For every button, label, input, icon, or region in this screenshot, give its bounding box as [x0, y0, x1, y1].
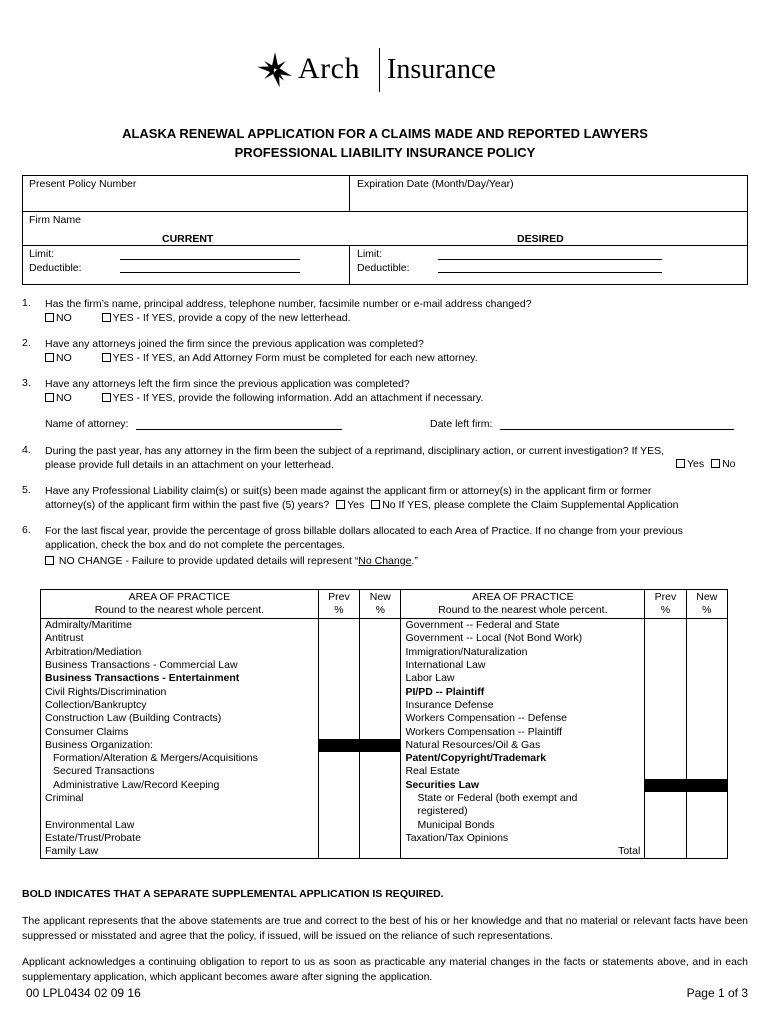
practice-prev-percent-cell[interactable] [645, 845, 686, 859]
practice-new-percent-cell[interactable] [360, 632, 401, 645]
question-2-text: Have any attorneys joined the firm since the previous application was completed? [45, 338, 424, 350]
practice-prev-percent-cell[interactable] [645, 792, 686, 805]
practice-prev-percent-cell[interactable] [645, 739, 686, 752]
practice-new-percent-cell[interactable] [686, 845, 727, 859]
question-4-text: During the past year, has any attorney in the firm been the subject of a reprimand, disciplinary action, or current investigation? If YES, [45, 445, 665, 457]
practice-area-label: Workers Compensation -- Plaintiff [401, 725, 645, 738]
practice-new-percent-cell[interactable] [686, 739, 727, 752]
practice-prev-percent-cell[interactable] [645, 646, 686, 659]
practice-new-percent-cell[interactable] [686, 832, 727, 845]
practice-area-label: Government -- Local (Not Bond Work) [401, 632, 645, 645]
desired-limit-field[interactable] [438, 259, 662, 260]
table-header: AREA OF PRACTICE Round to the nearest whole percent. Prev % New % AREA OF PRACTICE Round to the nearest whole percent. Prev % New % [41, 590, 728, 619]
practice-prev-percent-cell[interactable] [645, 699, 686, 712]
desired-deductible-label: Deductible: [357, 262, 410, 274]
logo-divider [379, 48, 380, 92]
practice-new-percent-cell[interactable] [686, 818, 727, 831]
box-divider [349, 175, 350, 212]
practice-area-label: Immigration/Naturalization [401, 646, 645, 659]
practice-prev-percent-cell[interactable] [318, 659, 359, 672]
practice-area-label: PI/PD -- Plaintiff [401, 685, 645, 698]
practice-new-percent-cell[interactable] [360, 646, 401, 659]
desired-limit-label: Limit: [357, 248, 383, 260]
practice-new-percent-cell[interactable] [360, 672, 401, 685]
table-row [41, 699, 728, 712]
practice-area-label: Civil Rights/Discrimination [41, 685, 319, 698]
current-deductible-label: Deductible: [29, 262, 82, 274]
practice-prev-percent-cell[interactable] [645, 818, 686, 831]
practice-prev-percent-cell[interactable] [318, 845, 359, 859]
bold-note: BOLD INDICATES THAT A SEPARATE SUPPLEMENTAL APPLICATION IS REQUIRED. [22, 888, 444, 900]
practice-area-label: Criminal [41, 792, 319, 805]
table-row [41, 739, 728, 752]
practice-prev-percent-cell[interactable] [645, 619, 686, 633]
practice-new-percent-cell[interactable] [686, 672, 727, 685]
area-of-practice-table [40, 589, 728, 859]
practice-prev-percent-cell[interactable] [318, 818, 359, 831]
practice-new-percent-cell[interactable] [686, 632, 727, 645]
practice-area-label: Insurance Defense [401, 699, 645, 712]
practice-prev-percent-cell[interactable] [318, 779, 359, 792]
practice-prev-percent-cell[interactable] [318, 619, 359, 633]
attorney-name-field[interactable] [136, 429, 342, 430]
practice-new-percent-cell[interactable] [360, 712, 401, 725]
form-title-line2: PROFESSIONAL LIABILITY INSURANCE POLICY [234, 145, 536, 160]
q2-yes-checkbox[interactable] [102, 353, 111, 362]
practice-area-label: Estate/Trust/Probate [41, 832, 319, 845]
table-row [41, 765, 728, 778]
practice-area-label: registered) [401, 805, 645, 818]
question-5-text: Have any Professional Liability claim(s) or suit(s) been made against the applicant firm or attorney(s) in the applicant firm or former [45, 485, 652, 497]
desired-deductible-field[interactable] [438, 272, 662, 273]
box-hline-2 [22, 245, 748, 246]
practice-prev-percent-cell[interactable] [645, 832, 686, 845]
practice-new-percent-cell[interactable] [360, 845, 401, 859]
practice-prev-percent-cell[interactable] [645, 765, 686, 778]
practice-area-label: International Law [401, 659, 645, 672]
practice-prev-percent-cell[interactable] [318, 646, 359, 659]
practice-prev-percent-cell[interactable] [318, 725, 359, 738]
table-row [41, 792, 728, 805]
practice-area-label: Secured Transactions [41, 765, 319, 778]
practice-area-label: Construction Law (Building Contracts) [41, 712, 319, 725]
table-row [41, 805, 728, 818]
table-row [41, 712, 728, 725]
table-row [41, 779, 728, 792]
practice-area-label: Collection/Bankruptcy [41, 699, 319, 712]
practice-prev-percent-cell[interactable] [645, 752, 686, 765]
practice-area-label [41, 805, 319, 818]
practice-area-label: Labor Law [401, 672, 645, 685]
practice-new-percent-cell[interactable] [360, 659, 401, 672]
practice-new-percent-cell[interactable] [686, 619, 727, 633]
current-header: CURRENT [162, 233, 214, 245]
arch-star-icon [255, 50, 295, 90]
practice-new-percent-cell[interactable] [360, 832, 401, 845]
table-row [41, 752, 728, 765]
practice-new-percent-cell [686, 779, 727, 792]
practice-new-percent-cell[interactable] [360, 792, 401, 805]
practice-new-percent-cell[interactable] [360, 779, 401, 792]
expiration-date-label[interactable]: Expiration Date (Month/Day/Year) [357, 178, 514, 190]
practice-prev-percent-cell[interactable] [318, 765, 359, 778]
table-row [41, 632, 728, 645]
practice-new-percent-cell[interactable] [686, 765, 727, 778]
q5-no-checkbox[interactable] [371, 500, 380, 509]
current-limit-label: Limit: [29, 248, 55, 260]
table-row [41, 725, 728, 738]
practice-prev-percent-cell[interactable] [645, 725, 686, 738]
practice-area-label: Business Organization: [41, 739, 319, 752]
attorney-name-label: Name of attorney: [45, 418, 129, 430]
practice-area-label: Natural Resources/Oil & Gas [401, 739, 645, 752]
table-row [41, 685, 728, 698]
table-row [41, 672, 728, 685]
practice-area-label: Business Transactions - Entertainment [41, 672, 319, 685]
practice-new-percent-cell[interactable] [360, 765, 401, 778]
practice-area-label: Consumer Claims [41, 725, 319, 738]
practice-new-percent-cell[interactable] [360, 699, 401, 712]
practice-area-label: Antitrust [41, 632, 319, 645]
desired-header: DESIRED [517, 233, 564, 245]
practice-prev-percent-cell[interactable] [645, 672, 686, 685]
practice-prev-percent-cell[interactable] [318, 712, 359, 725]
box-divider-2 [349, 245, 350, 285]
table-row [41, 818, 728, 831]
practice-new-percent-cell[interactable] [686, 725, 727, 738]
practice-prev-percent-cell[interactable] [645, 632, 686, 645]
logo-product: Insurance [387, 54, 496, 85]
table-row [41, 646, 728, 659]
practice-area-label: Real Estate [401, 765, 645, 778]
practice-area-label: Formation/Alteration & Mergers/Acquisitions [41, 752, 319, 765]
practice-new-percent-cell[interactable] [686, 699, 727, 712]
q4-no-checkbox[interactable] [711, 459, 720, 468]
practice-prev-percent-cell[interactable] [318, 632, 359, 645]
practice-area-label: Arbitration/Mediation [41, 646, 319, 659]
q2-no-checkbox[interactable] [45, 353, 54, 362]
practice-area-label: Municipal Bonds [401, 818, 645, 831]
date-left-field[interactable] [500, 429, 734, 430]
table-row [41, 845, 728, 859]
practice-new-percent-cell[interactable] [686, 805, 727, 818]
q3-yes-checkbox[interactable] [102, 393, 111, 402]
practice-area-label: Total [401, 845, 645, 859]
table-row [41, 659, 728, 672]
date-left-label: Date left firm: [430, 418, 493, 430]
practice-prev-percent-cell[interactable] [645, 805, 686, 818]
question-6-text: For the last fiscal year, provide the percentage of gross billable dollars allocated to each Area of Practice. If no change from your previous [45, 525, 683, 537]
table-row [41, 619, 728, 633]
current-deductible-field[interactable] [120, 272, 300, 273]
form-code: 00 LPL0434 02 09 16 [26, 986, 141, 1000]
practice-prev-percent-cell [318, 739, 359, 752]
no-change-checkbox[interactable] [45, 556, 54, 565]
practice-area-label: Government -- Federal and State [401, 619, 645, 633]
practice-prev-percent-cell[interactable] [645, 659, 686, 672]
q3-no-checkbox[interactable] [45, 393, 54, 402]
practice-area-label: Admiralty/Maritime [41, 619, 319, 633]
firm-name-label[interactable]: Firm Name [29, 214, 81, 226]
q4-yes-checkbox[interactable] [676, 459, 685, 468]
practice-area-label: Workers Compensation -- Defense [401, 712, 645, 725]
practice-area-label: Business Transactions - Commercial Law [41, 659, 319, 672]
practice-new-percent-cell[interactable] [686, 712, 727, 725]
arch-insurance-logo [255, 46, 515, 98]
practice-new-percent-cell[interactable] [686, 646, 727, 659]
practice-area-label: State or Federal (both exempt and [401, 792, 645, 805]
practice-new-percent-cell [360, 739, 401, 752]
practice-prev-percent-cell[interactable] [318, 832, 359, 845]
representation-paragraph: The applicant represents that the above statements are true and correct to the best of his or her knowledge and that no material or relevant facts have been suppressed or misstated and agree that the policy, if issued, will be issued on the reliance of such representations. [22, 915, 748, 942]
practice-prev-percent-cell[interactable] [318, 672, 359, 685]
practice-new-percent-cell[interactable] [360, 805, 401, 818]
box-hline [22, 211, 748, 212]
page-number: Page 1 of 3 [686, 986, 748, 1000]
practice-prev-percent-cell[interactable] [318, 792, 359, 805]
q1-no-checkbox[interactable] [45, 313, 54, 322]
practice-prev-percent-cell[interactable] [645, 685, 686, 698]
q5-yes-checkbox[interactable] [336, 500, 345, 509]
question-3-text: Have any attorneys left the firm since the previous application was completed? [45, 378, 410, 390]
table-row [41, 832, 728, 845]
practice-new-percent-cell[interactable] [360, 725, 401, 738]
logo-brand: Arch [298, 52, 360, 85]
question-1-text: Has the firm’s name, principal address, telephone number, facsimile number or e-mail address changed? [45, 298, 532, 310]
practice-new-percent-cell[interactable] [686, 659, 727, 672]
current-limit-field[interactable] [120, 259, 300, 260]
practice-new-percent-cell[interactable] [686, 792, 727, 805]
practice-prev-percent-cell[interactable] [318, 685, 359, 698]
present-policy-number-label[interactable]: Present Policy Number [29, 178, 137, 190]
practice-area-label: Environmental Law [41, 818, 319, 831]
practice-area-label: Securities Law [401, 779, 645, 792]
practice-area-label: Administrative Law/Record Keeping [41, 779, 319, 792]
q1-yes-checkbox[interactable] [102, 313, 111, 322]
practice-prev-percent-cell[interactable] [318, 805, 359, 818]
practice-prev-percent-cell[interactable] [318, 752, 359, 765]
practice-prev-percent-cell [645, 779, 686, 792]
form-title-line1: ALASKA RENEWAL APPLICATION FOR A CLAIMS MADE AND REPORTED LAWYERS [122, 126, 648, 141]
practice-new-percent-cell[interactable] [686, 685, 727, 698]
practice-area-label: Taxation/Tax Opinions [401, 832, 645, 845]
practice-new-percent-cell[interactable] [360, 818, 401, 831]
practice-new-percent-cell[interactable] [360, 752, 401, 765]
acknowledgement-paragraph: Applicant acknowledges a continuing obligation to report to us as soon as practicable any material changes in the facts or statements above, and in each supplementary application, which applicant becomes aware after signing the application. [22, 956, 748, 983]
practice-prev-percent-cell[interactable] [645, 712, 686, 725]
practice-new-percent-cell[interactable] [360, 685, 401, 698]
practice-prev-percent-cell[interactable] [318, 699, 359, 712]
practice-area-label: Patent/Copyright/Trademark [401, 752, 645, 765]
practice-new-percent-cell[interactable] [686, 752, 727, 765]
practice-area-label: Family Law [41, 845, 319, 859]
practice-new-percent-cell[interactable] [360, 619, 401, 633]
